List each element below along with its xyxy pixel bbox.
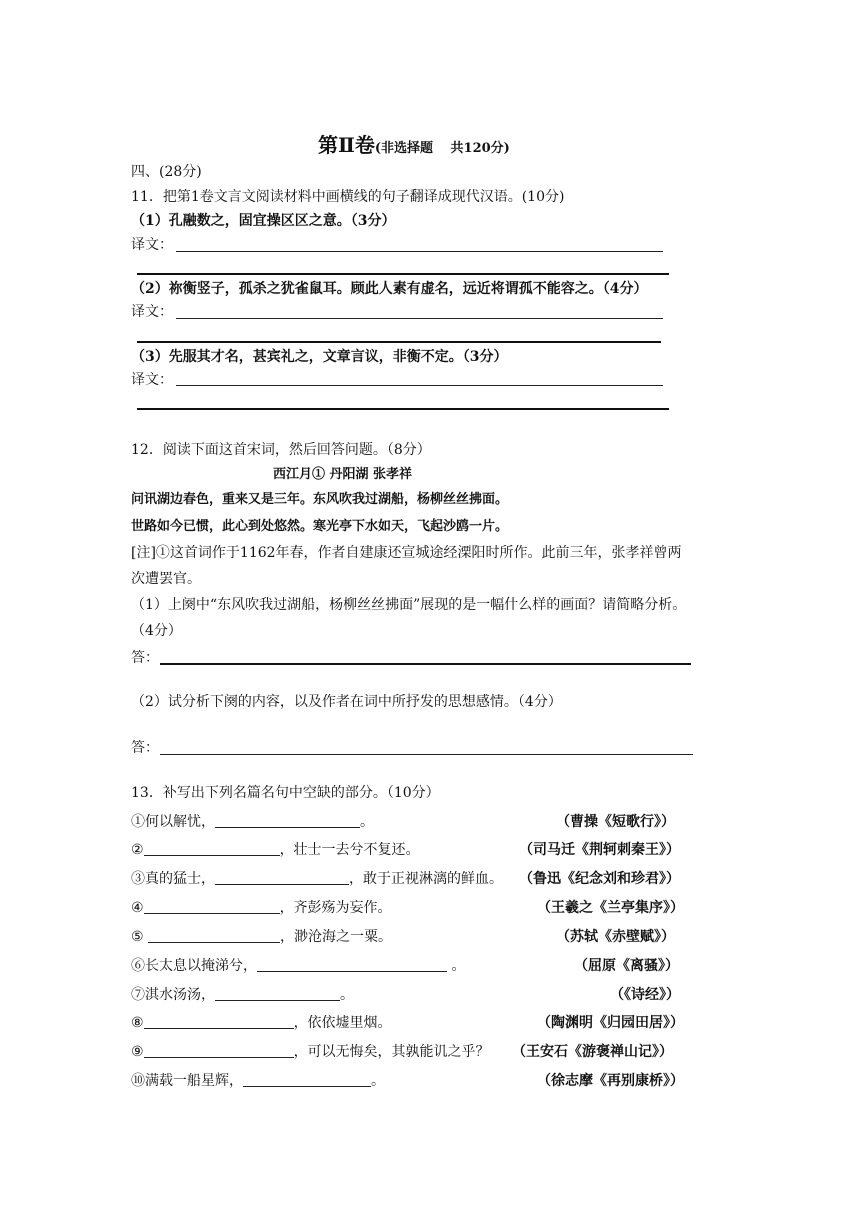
item-source: （徐志摩《再别康桥》）: [537, 1073, 684, 1089]
poem-note-line-2: 次遭罢官。: [131, 571, 201, 587]
item-source: （陶渊明《归园田居》）: [537, 1015, 684, 1031]
fill-item: ⑩满载一船星辉， 。: [131, 1073, 385, 1089]
q12-sub1-line-2: （4分）: [131, 623, 182, 639]
q11-answer-label-3: 译文：: [131, 372, 173, 388]
answer-line[interactable]: [137, 341, 661, 343]
fill-item: ④ ，齐彭殇为妄作。: [131, 900, 392, 916]
fill-item: ①何以解忧， 。: [131, 814, 374, 830]
answer-line[interactable]: [160, 754, 693, 755]
fill-item: ⑦淇水汤汤， 。: [131, 987, 354, 1003]
title-sub: (非选择题 共120分): [374, 141, 510, 156]
q11-prompt: 11．把第1卷文言文阅读材料中画横线的句子翻译成现代汉语。(10分): [131, 189, 565, 205]
q11-item-3: （3）先服其才名，甚宾礼之，文章言议，非衡不定。（3分）: [131, 349, 508, 365]
answer-line[interactable]: [176, 318, 663, 319]
item-source: （曹操《短歌行》）: [556, 814, 675, 830]
fill-item: ③真的猛士， ，敢于正视淋漓的鲜血。: [131, 871, 503, 887]
fill-blank[interactable]: [144, 1014, 294, 1029]
fill-blank[interactable]: [215, 813, 360, 828]
poem-line-1: 问讯湖边春色，重来又是三年。东风吹我过湖船，杨柳丝丝拂面。: [131, 492, 509, 507]
poem-title: 西江月① 丹阳湖 张孝祥: [273, 467, 413, 482]
item-source: （王安石《游褒禅山记》）: [512, 1044, 673, 1060]
answer-line[interactable]: [137, 273, 669, 275]
poem-line-2: 世路如今已惯，此心到处悠然。寒光亭下水如天，飞起沙鸥一片。: [131, 519, 509, 534]
fill-item: ⑧ ，依依墟里烟。: [131, 1015, 392, 1031]
q11-answer-label-1: 译文：: [131, 237, 173, 253]
fill-blank[interactable]: [243, 1072, 371, 1087]
answer-line[interactable]: [160, 663, 691, 665]
fill-blank[interactable]: [144, 841, 280, 856]
q12-prompt: 12．阅读下面这首宋词，然后回答问题。（8分）: [131, 442, 431, 458]
fill-blank[interactable]: [148, 928, 280, 943]
item-source: （王羲之《兰亭集序》）: [537, 900, 684, 916]
fill-blank[interactable]: [215, 986, 340, 1001]
fill-item: ⑨ ，可以无悔矣，其孰能讥之乎？: [131, 1044, 490, 1060]
q13-prompt: 13．补写出下列名篇名句中空缺的部分。（10分）: [131, 785, 440, 801]
q12-sub1-line-1: （1）上阕中“东风吹我过湖船，杨柳丝丝拂面”展现的是一幅什么样的画面？请简略分析。: [131, 597, 687, 613]
answer-line[interactable]: [137, 408, 669, 410]
item-source: （司马迁《荆轲刺秦王》）: [519, 842, 680, 858]
q12-answer-label-1: 答：: [131, 650, 159, 666]
q12-answer-label-2: 答：: [131, 740, 159, 756]
q11-item-1: （1）孔融数之，固宜操区区之意。（3分）: [131, 213, 396, 229]
fill-blank[interactable]: [144, 1043, 294, 1058]
page-title: [318, 132, 510, 162]
q11-answer-label-2: 译文：: [131, 304, 173, 320]
section-heading: 四、(28分): [131, 164, 202, 180]
fill-blank[interactable]: [215, 870, 349, 885]
fill-item: ⑥长太息以掩涕兮， 。: [131, 958, 466, 974]
item-source: （鲁迅《纪念刘和珍君》）: [519, 871, 680, 887]
fill-blank[interactable]: [257, 957, 447, 972]
answer-line[interactable]: [176, 251, 663, 252]
fill-item: ② ，壮士一去兮不复还。: [131, 842, 420, 858]
fill-blank[interactable]: [144, 899, 280, 914]
q12-sub2: （2）试分析下阕的内容，以及作者在词中所抒发的思想感情。（4分）: [131, 694, 562, 710]
answer-line[interactable]: [176, 385, 663, 386]
item-source: （苏轼《赤壁赋》）: [556, 929, 675, 945]
fill-item: ⑤ ，渺沧海之一粟。: [131, 929, 393, 945]
item-source: （《诗经》）: [610, 987, 680, 1003]
title-main: 第Ⅱ卷: [318, 133, 375, 157]
poem-note-line-1: [注]①这首词作于1162年春，作者自建康还宣城途经溧阳时所作。此前三年，张孝祥曾两: [131, 545, 682, 561]
item-source: （屈原《离骚》）: [574, 958, 679, 974]
q11-item-2: （2）祢衡竖子，孤杀之犹雀鼠耳。顾此人素有虚名，远近将谓孤不能容之。（4分）: [131, 281, 648, 297]
